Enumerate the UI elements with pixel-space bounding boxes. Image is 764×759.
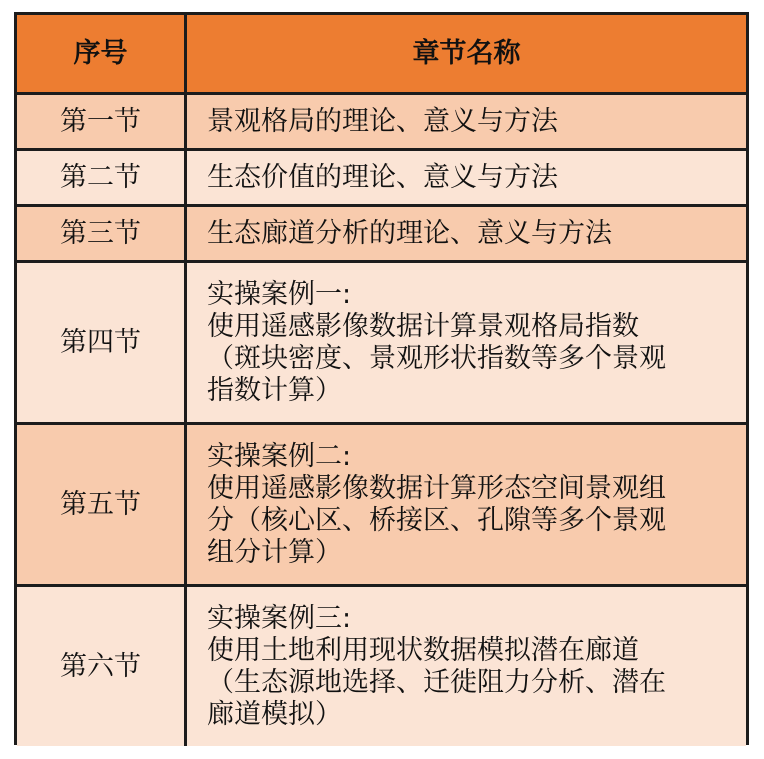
chapter-name-line: 使用遥感影像数据计算景观格局指数 xyxy=(207,310,639,342)
chapter-table-frame xyxy=(14,12,749,745)
row-chapter-name xyxy=(187,422,746,584)
row-index: 第一节 xyxy=(17,92,187,148)
row-index: 第二节 xyxy=(17,148,187,204)
chapter-name-line: （斑块密度、景观形状指数等多个景观 xyxy=(207,342,666,374)
table-row xyxy=(17,148,746,204)
row-chapter-name xyxy=(187,92,746,148)
table-header-row xyxy=(17,15,746,92)
row-index: 第四节 xyxy=(17,260,187,422)
chapter-name-line: 廊道模拟） xyxy=(207,698,342,730)
table-row xyxy=(17,422,746,584)
chapter-name-line: 使用遥感影像数据计算形态空间景观组 xyxy=(207,472,666,504)
row-index: 第三节 xyxy=(17,204,187,260)
table-row xyxy=(17,204,746,260)
row-index: 第六节 xyxy=(17,584,187,746)
row-chapter-name xyxy=(187,148,746,204)
table-row xyxy=(17,92,746,148)
chapter-name-line: 指数计算） xyxy=(207,374,342,406)
table-row xyxy=(17,584,746,746)
row-chapter-name xyxy=(187,260,746,422)
chapter-name-line: （生态源地选择、迁徙阻力分析、潜在 xyxy=(207,666,666,698)
chapter-name-line: 景观格局的理论、意义与方法 xyxy=(207,105,558,137)
header-index: 序号 xyxy=(17,15,187,92)
chapter-name-line: 分（核心区、桥接区、孔隙等多个景观 xyxy=(207,504,666,536)
table-row xyxy=(17,260,746,422)
chapter-name-line: 使用土地利用现状数据模拟潜在廊道 xyxy=(207,634,639,666)
chapter-name-line: 组分计算） xyxy=(207,536,342,568)
chapter-name-line: 实操案例三: xyxy=(207,602,352,634)
header-chapter-name: 章节名称 xyxy=(187,15,746,92)
chapter-name-line: 实操案例一: xyxy=(207,278,352,310)
chapter-name-line: 生态价值的理论、意义与方法 xyxy=(207,161,558,193)
chapter-table xyxy=(17,15,746,746)
chapter-name-line: 生态廊道分析的理论、意义与方法 xyxy=(207,217,612,249)
row-chapter-name xyxy=(187,204,746,260)
row-chapter-name xyxy=(187,584,746,746)
row-index: 第五节 xyxy=(17,422,187,584)
chapter-name-line: 实操案例二: xyxy=(207,440,352,472)
